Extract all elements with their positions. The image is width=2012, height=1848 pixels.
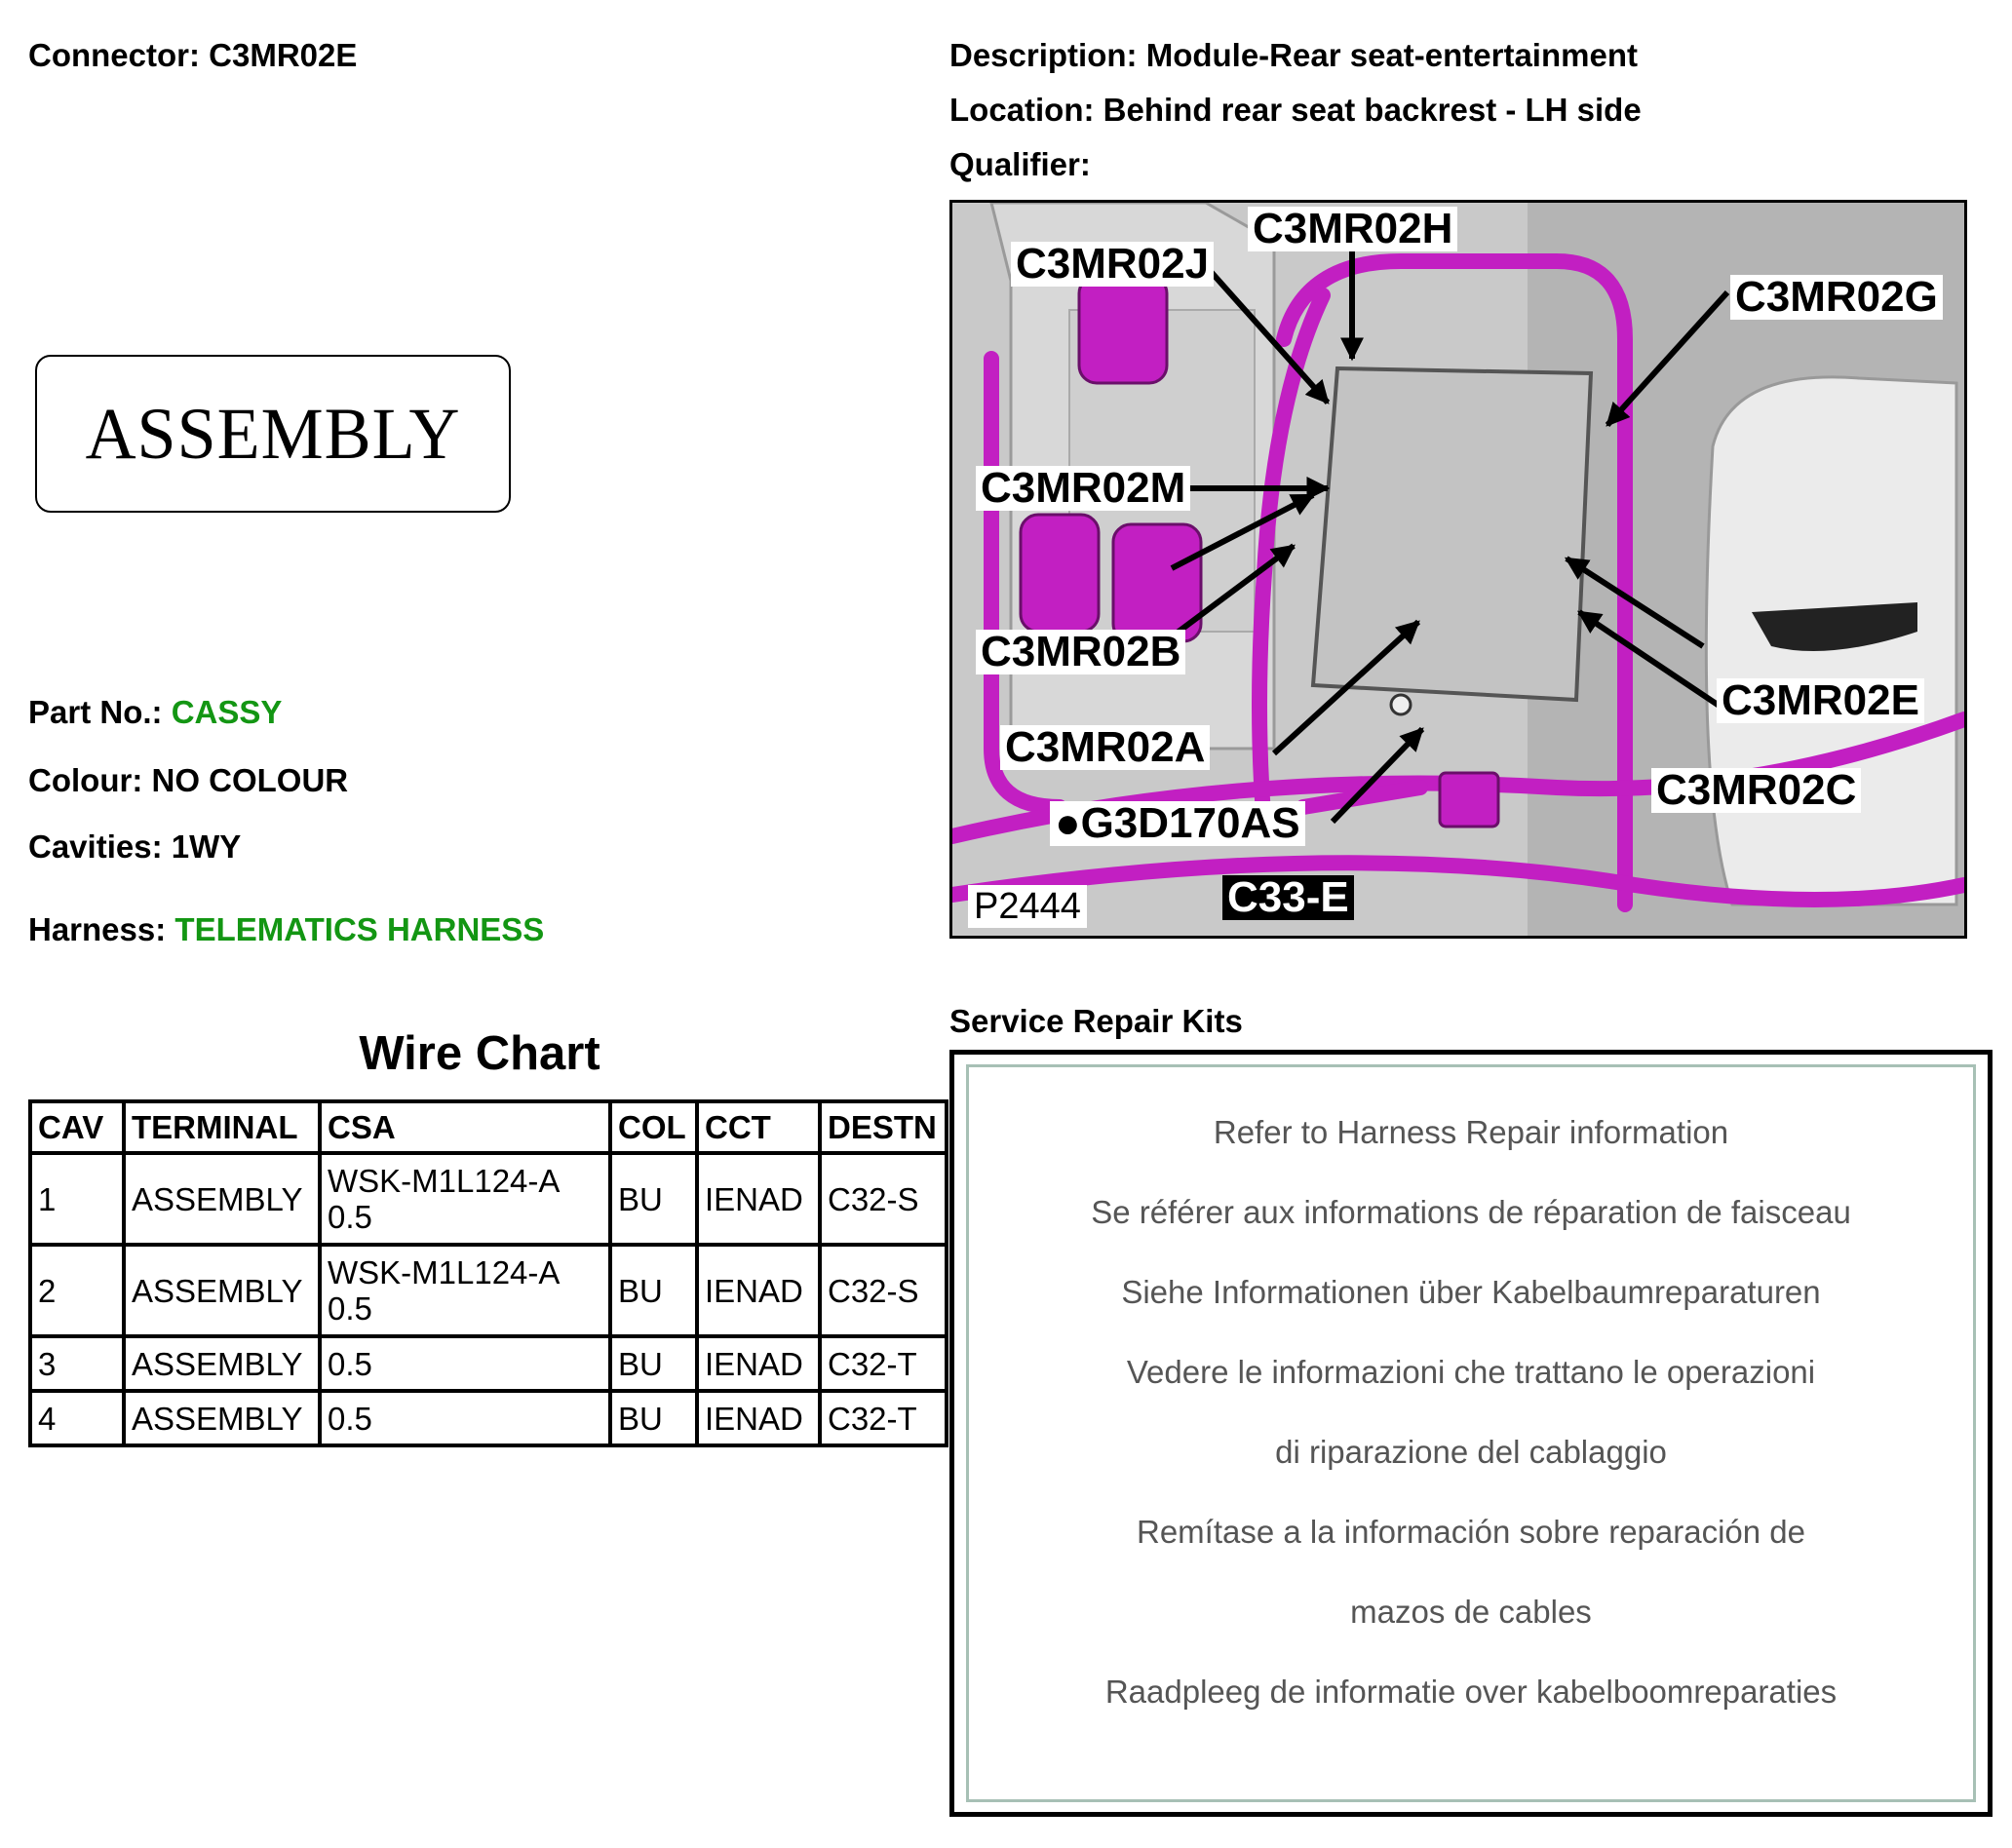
- description-label: Description:: [949, 37, 1138, 73]
- cell-col: BU: [610, 1391, 697, 1445]
- csa-value: 0.5: [328, 1290, 372, 1327]
- qualifier-label: Qualifier:: [949, 146, 1091, 182]
- ground-stud: [1391, 695, 1411, 714]
- colour-label: Colour:: [28, 762, 143, 798]
- wire-chart-table: [28, 1099, 948, 1447]
- picture-number: P2444: [968, 885, 1087, 928]
- cell-col: BU: [610, 1153, 697, 1245]
- table-header-row: [30, 1101, 947, 1153]
- connector-field: [28, 37, 357, 74]
- callout-c3mr02g: C3MR02G: [1730, 275, 1943, 320]
- repair-info-line: Remítase a la información sobre reparación de: [1136, 1514, 1806, 1550]
- location-value: Behind rear seat backrest - LH side: [1103, 92, 1642, 128]
- cell-terminal: ASSEMBLY: [124, 1245, 320, 1336]
- callout-c3mr02a: C3MR02A: [1000, 725, 1210, 770]
- cell-csa: [320, 1245, 610, 1336]
- description-field: [949, 37, 1638, 74]
- callout-c3mr02m: C3MR02M: [976, 466, 1190, 511]
- connector-value: C3MR02E: [209, 37, 358, 73]
- description-value: Module-Rear seat-entertainment: [1145, 37, 1638, 73]
- csa-value: 0.5: [328, 1199, 372, 1235]
- header-terminal: TERMINAL: [124, 1101, 320, 1153]
- csa-spec: WSK-M1L124-A: [328, 1254, 561, 1290]
- relay-connector: [1079, 276, 1167, 383]
- cell-csa: 0.5: [320, 1391, 610, 1445]
- header-col: COL: [610, 1101, 697, 1153]
- callout-c3mr02e: C3MR02E: [1717, 678, 1924, 723]
- relay-connector: [1021, 515, 1099, 632]
- wire-chart-title: Wire Chart: [359, 1027, 600, 1080]
- cell-cct: IENAD: [697, 1153, 820, 1245]
- table-row: [30, 1245, 947, 1336]
- table-row: [30, 1336, 947, 1391]
- callout-c33e: C33-E: [1222, 875, 1354, 920]
- cell-csa: [320, 1153, 610, 1245]
- c33-connector: [1440, 773, 1498, 827]
- repair-info-line: Siehe Informationen über Kabelbaumreparaturen: [1121, 1274, 1821, 1310]
- callout-c3mr02j: C3MR02J: [1011, 242, 1214, 287]
- connector-label: Connector:: [28, 37, 200, 73]
- table-row: [30, 1153, 947, 1245]
- cell-cav: 3: [30, 1336, 124, 1391]
- header-csa: CSA: [320, 1101, 610, 1153]
- service-repair-kits-title: Service Repair Kits: [949, 1003, 1243, 1039]
- harness-field: [28, 911, 544, 948]
- callout-c3mr02h: C3MR02H: [1248, 207, 1457, 251]
- cell-cct: IENAD: [697, 1391, 820, 1445]
- rse-module: [1313, 368, 1591, 700]
- repair-info-line: Se référer aux informations de réparation de faisceau: [1091, 1194, 1851, 1230]
- cell-csa: 0.5: [320, 1336, 610, 1391]
- cell-cct: IENAD: [697, 1336, 820, 1391]
- cell-cav: 1: [30, 1153, 124, 1245]
- cell-terminal: ASSEMBLY: [124, 1391, 320, 1445]
- cell-col: BU: [610, 1336, 697, 1391]
- callout-c3mr02c: C3MR02C: [1651, 768, 1861, 813]
- harness-label: Harness:: [28, 911, 167, 947]
- connector-location-illustration: [949, 200, 1967, 939]
- callout-c3mr02b: C3MR02B: [976, 630, 1185, 674]
- part-no-field: [28, 694, 282, 731]
- cell-destn: C32-T: [820, 1391, 947, 1445]
- part-no-link[interactable]: CASSY: [171, 694, 283, 730]
- cell-cct: IENAD: [697, 1245, 820, 1336]
- colour-field: [28, 762, 348, 799]
- service-repair-kits-box: [949, 1050, 1993, 1817]
- cell-destn: C32-S: [820, 1245, 947, 1336]
- table-row: [30, 1391, 947, 1445]
- qualifier-field: [949, 146, 1091, 183]
- colour-value: NO COLOUR: [151, 762, 349, 798]
- location-label: Location:: [949, 92, 1095, 128]
- repair-info-line: Refer to Harness Repair information: [1213, 1114, 1729, 1150]
- cell-cav: 4: [30, 1391, 124, 1445]
- cell-cav: 2: [30, 1245, 124, 1336]
- header-cct: CCT: [697, 1101, 820, 1153]
- repair-info-line: Raadpleeg de informatie over kabelboomreparaties: [1104, 1674, 1838, 1710]
- header-destn: DESTN: [820, 1101, 947, 1153]
- repair-info-line: Vedere le informazioni che trattano le operazioni: [1126, 1354, 1816, 1390]
- harness-link[interactable]: TELEMATICS HARNESS: [174, 911, 545, 947]
- cavities-value: 1WY: [171, 828, 242, 865]
- cell-destn: C32-T: [820, 1336, 947, 1391]
- cell-terminal: ASSEMBLY: [124, 1153, 320, 1245]
- header-cav: CAV: [30, 1101, 124, 1153]
- service-repair-kits-inner: [966, 1064, 1976, 1802]
- assembly-label: ASSEMBLY: [85, 392, 461, 475]
- callout-g3d170as: ●G3D170AS: [1050, 801, 1305, 846]
- repair-info-line: mazos de cables: [1350, 1594, 1592, 1630]
- cell-col: BU: [610, 1245, 697, 1336]
- assembly-box: [35, 355, 511, 513]
- cell-destn: C32-S: [820, 1153, 947, 1245]
- part-no-label: Part No.:: [28, 694, 163, 730]
- cavities-label: Cavities:: [28, 828, 163, 865]
- csa-spec: WSK-M1L124-A: [328, 1163, 561, 1199]
- location-field: [949, 92, 1642, 129]
- cell-terminal: ASSEMBLY: [124, 1336, 320, 1391]
- cavities-field: [28, 828, 241, 866]
- repair-info-line: di riparazione del cablaggio: [1275, 1434, 1667, 1470]
